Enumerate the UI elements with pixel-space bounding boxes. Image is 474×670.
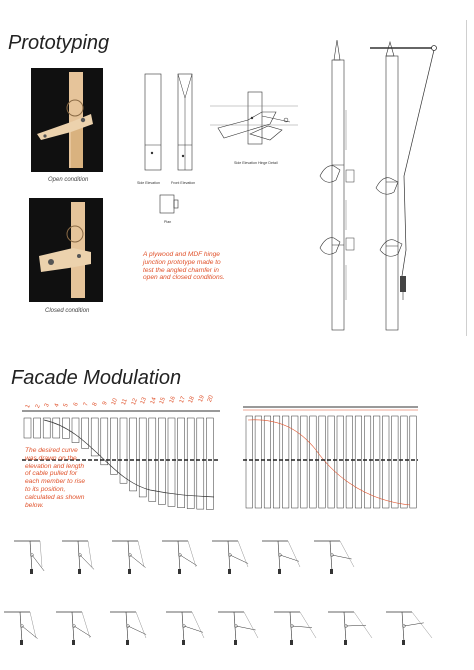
cable-diagram <box>314 541 354 574</box>
cable-diagram <box>4 612 38 645</box>
member-number: 5 <box>63 402 71 408</box>
label-plan: Plan <box>164 220 172 224</box>
prototype-note: A plywood and MDF hinge junction prototype made to test the angled chamfer in open and closed conditions. <box>143 251 225 282</box>
cable-diagram <box>218 612 258 645</box>
member-number: 15 <box>159 396 168 405</box>
member-number: 16 <box>169 395 177 405</box>
member-number: 19 <box>197 395 206 404</box>
section-title-prototyping: Prototyping <box>8 32 110 54</box>
cable-diagram <box>110 612 146 645</box>
cable-diagram <box>166 612 204 645</box>
cable-diagram <box>274 612 316 645</box>
cable-diagram <box>328 612 372 645</box>
label-hinge-detail: Side Elevation Hinge Detail <box>234 161 278 165</box>
cable-diagram <box>386 612 432 645</box>
member-number: 9 <box>101 401 109 407</box>
member-number: 12 <box>130 397 139 406</box>
photo-caption-closed: Closed condition <box>45 308 90 314</box>
cable-diagram <box>162 541 197 574</box>
member-number: 3 <box>44 403 51 409</box>
facade-note: The desired curve was drawn on the elevation and length of cable pulled for each member to rise to its position, calculated as shown below. <box>25 447 86 509</box>
member-number: 14 <box>149 396 158 405</box>
cable-diagram <box>112 541 146 574</box>
photo-caption-open: Open condition <box>48 177 89 183</box>
cable-diagram <box>212 541 248 574</box>
member-number: 7 <box>82 401 90 408</box>
member-number: 2 <box>34 403 42 409</box>
label-side-elevation: Side Elevation <box>137 181 160 185</box>
label-front-elevation: Front Elevation <box>171 181 196 185</box>
member-number: 8 <box>92 401 99 407</box>
diagram-row-group <box>4 541 432 645</box>
member-number: 10 <box>111 397 120 407</box>
section-title-facade-modulation: Facade Modulation <box>11 367 182 389</box>
member-number: 4 <box>53 402 61 409</box>
member-number: 13 <box>140 396 149 406</box>
member-number: 11 <box>121 397 129 406</box>
member-number: 20 <box>207 394 216 404</box>
member-number: 6 <box>73 402 80 408</box>
cable-diagram <box>62 541 94 574</box>
member-number: 17 <box>178 395 187 404</box>
member-number: 1 <box>25 403 32 410</box>
cable-diagram <box>14 541 44 574</box>
cable-diagram <box>262 541 300 574</box>
member-number: 18 <box>188 395 197 404</box>
cable-diagram <box>56 612 91 645</box>
